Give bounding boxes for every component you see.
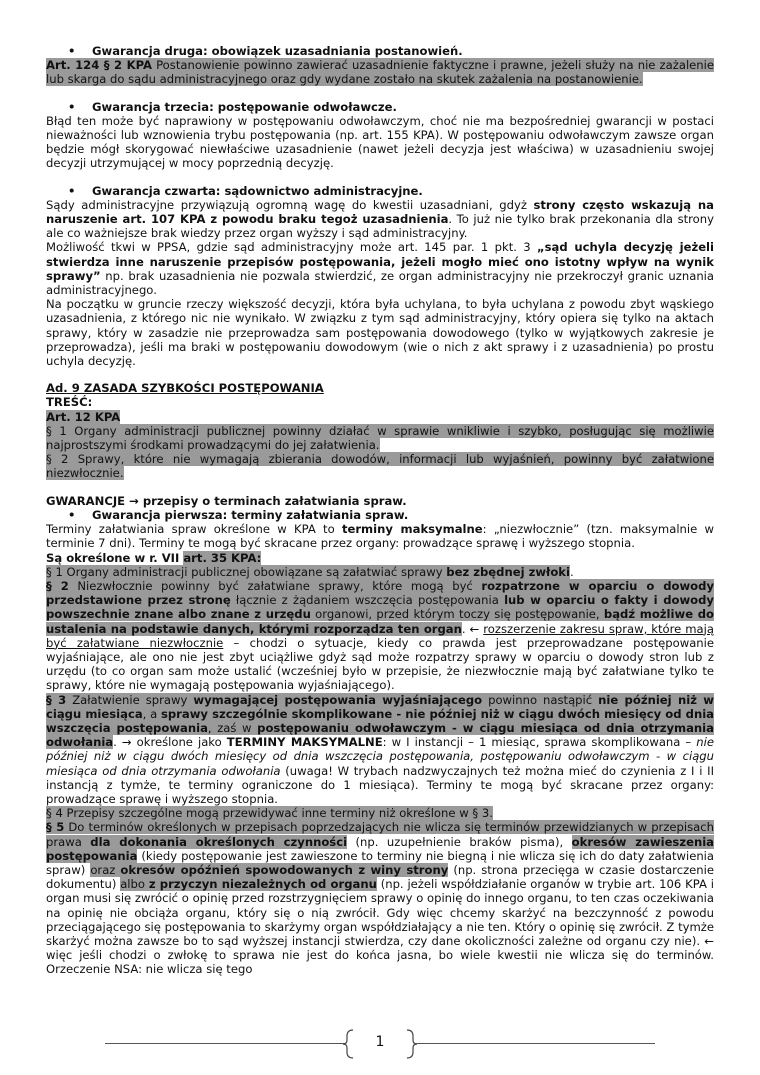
gwarancje-heading: GWARANCJE → przepisy o terminach załatwiania spraw. [46, 493, 407, 508]
footer-rule-left [105, 1043, 345, 1044]
terminy-paragraph: Terminy załatwiania spraw określone w KPA to terminy maksymalne: „niezwłocznie” (tzn. maksymalnie w terminie 7 dni). Terminy te mogą być skracane przez organy: prowadzące sprawę i wyższego stopnia. [46, 522, 714, 551]
art-12-par-1: § 1 Organy administracji publicznej powinny działać w sprawie wnikliwie i szybko, posługując się możliwie najprostszymi środkami prowadzącymi do jej załatwienia. [46, 423, 714, 453]
bullet-gwarancja-trzecia: • Gwarancja trzecia: postępowanie odwoławcze. [68, 100, 714, 114]
tresc-label: TREŚĆ: [46, 395, 93, 410]
art-35-par-5: § 5 Do terminów określonych w przepisach poprzedzających nie wlicza się terminów przewidzianych w przepisach prawa dla dokonania określonych czynności (np. uzupełnienie braków pisma), okresów zawieszenia postępowania (kiedy postępowanie jest zawieszone to terminy nie biegną i nie wlicza się ich do daty załatwienia spraw) oraz okresów opóźnień spowodowanych z winy strony (np. strona przecięga w czasie dostarczenie dokumentu) albo z przyczyn niezależnych od organu (np. jeżeli współdziałanie organów w trybie art. 106 KPA i organ musi się zwrócić o opinię przed rozstrzygnięciem sprawy o opinię do innego organu, to ten czas oczekiwania na opinię nie obciąża organu, który się o nią zwrócił. Gdy więc chcemy skarżyć na bezczynność z powodu przeciągającego się postępowania to skarżymy organ współdziałający a nie ten. Który o opinię się zwrócił. Z tymże skarżyć można zawsze bo to sąd wyższej instancji stwierdza, czy dane okoliczności zależne od organu czy nie). ← więc jeśli chodzi o zwłokę to sprawa nie jest do końca jasna, bo wiele kwestii nie wlicza się do terminów. Orzeczenie NSA: nie wlicza się tego [46, 820, 714, 977]
art-124-paragraph: Art. 124 § 2 KPA Postanowienie powinno zawierać uzasadnienie faktyczne i prawne, jeżeli służy na nie zażalenie lub skarga do sądu administracyjnego oraz gdy wydane zostało na skutek zażalenia na postanowienie. [46, 58, 714, 87]
footer-rule-right [415, 1043, 655, 1044]
section-heading-szybkosc: Ad. 9 ZASADA SZYBKOŚCI POSTĘPOWANIA [46, 381, 324, 396]
sady-paragraph: Sądy administracyjne przywiązują ogromną wagę do kwestii uzasadniani, gdyż strony często wskazują na naruszenie art. 107 KPA z powodu braku tegoż uzasadnienia. To już nie tylko brak przekonania dla strony ale co ważniejsze brak wiedzy przez organ wyższy i sąd administracyjny. [46, 197, 714, 241]
art-35-intro: Są określone w r. VII art. 35 KPA: [46, 550, 262, 565]
art-35-par-3: § 3 Załatwienie sprawy wymagającej postępowania wyjaśniającego powinno nastąpić nie później niż w ciągu miesiąca, a sprawy szczególnie skomplikowane - nie później niż w ciągu dwóch miesięcy od dnia wszczęcia postępowania, zaś w postępowaniu odwoławczym - w ciągu miesiąca od dnia otrzymania odwołania. → określone jako TERMINY MAKSYMALNE: w I instancji – 1 miesiąc, sprawa skomplikowana – nie później niż w ciągu dwóch miesięcy od dnia wszczęcia postępowania, postępowaniu odwoławczym - w ciągu miesiąca od dnia otrzymania odwołania (uwaga! W trybach nadzwyczajnych też można mieć do czynienia z I i II instancją z tymże, te terminy ograniczone do 1 miesiąca). Terminy te mogą być skracane przez organy: prowadzące sprawę i wyższego stopnia. [46, 692, 715, 806]
document-page [46, 44, 714, 977]
art-35-par-4: § 4 Przepisy szczególne mogą przewidywać inne terminy niż określone w § 3. [46, 806, 493, 821]
bullet-gwarancja-pierwsza: • Gwarancja pierwsza: terminy załatwiania spraw. [68, 508, 714, 522]
art-12-ref: Art. 12 KPA [46, 409, 121, 424]
art-35-par-1: § 1 Organy administracji publicznej obowiązane są załatwiać sprawy bez zbędnej zwłoki. [46, 564, 574, 579]
uchylanie-paragraph: Na początku w gruncie rzeczy większość decyzji, która była uchylana, to była uchylana z powodu zbyt wąskiego uzasadnienia, z którego nic nie wynikało. W związku z tym sąd administracyjny, który opiera się tylko na aktach sprawy, który w zasadzie nie przeprowadza sam postępowania dowodowego (tylko w wyjątkowych zakresie je przeprowadza), jeśli ma braki w postępowaniu dowodowym (wie o nich z akt sprawy i z uzasadnienia) po prostu uchyla decyzję. [46, 297, 714, 369]
art-124-ref: Art. 124 § 2 KPA [46, 58, 152, 73]
bullet-gwarancja-czwarta: • Gwarancja czwarta: sądownictwo administracyjne. [68, 184, 714, 198]
art-35-par-2: § 2 Niezwłocznie powinny być załatwiane sprawy, które mogą być rozpatrzone w oparciu o dowody przedstawione przez stronę łącznie z żądaniem wszczęcia postępowania lub w oparciu o fakty i dowody powszechnie znane albo znane z urzędu organowi, przed którym toczy się postępowanie, bądź możliwe do ustalenia na podstawie danych, którymi rozporządza ten organ. ← rozszerzenie zakresu spraw, które mają być załatwiane niezwłocznie – chodzi o sytuacje, kiedy co prawda jest przeprowadzane postępowanie wyjaśniające, ale ono nie jest zbyt uciążliwe gdyż sąd może rozpatrzy sprawy w oparciu o dowody stron lub z urzędu (to co organ sam może ustalić (wcześniej było w przepisie, że niezwłocznie mają być załatwiane tylko te sprawy, które nie wymagają postępowania wyjaśniającego). [46, 578, 715, 693]
bullet-gwarancja-druga: • Gwarancja druga: obowiązek uzasadniania postanowień. [68, 44, 714, 58]
ppsa-paragraph: Możliwość tkwi w PPSA, gdzie sąd administracyjny może art. 145 par. 1 pkt. 3 „sąd uchyla decyzję jeżeli stwierdza inne naruszenie przepisów postępowania, jeżeli mogło mieć ono istotny wpływ na wynik sprawy” np. brak uzasadnienia nie pozwala stwierdzić, ze organ administracyjny nie przekroczył granic uznania administracyjnego. [46, 240, 715, 298]
art-12-par-2: § 2 Sprawy, które nie wymagają zbierania dowodów, informacji lub wyjaśnień, powinny być załatwione niezwłocznie. [46, 452, 714, 481]
odwolawcze-paragraph: Błąd ten może być naprawiony w postępowaniu odwoławczym, choć nie ma bezpośredniej gwarancji w postaci nieważności lub wznowienia trybu postępowania (np. art. 155 KPA). W postępowaniu odwoławczym zawsze organ będzie mógł skorygować niewłaściwe uzasadnienie (nawet jeżeli decyzja jest właściwa) w uzasadnieniu swojej decyzji utrzymującej w mocy poprzednią decyzję. [46, 113, 714, 171]
page-number: 1 [375, 1034, 385, 1050]
page-footer [0, 1024, 760, 1064]
